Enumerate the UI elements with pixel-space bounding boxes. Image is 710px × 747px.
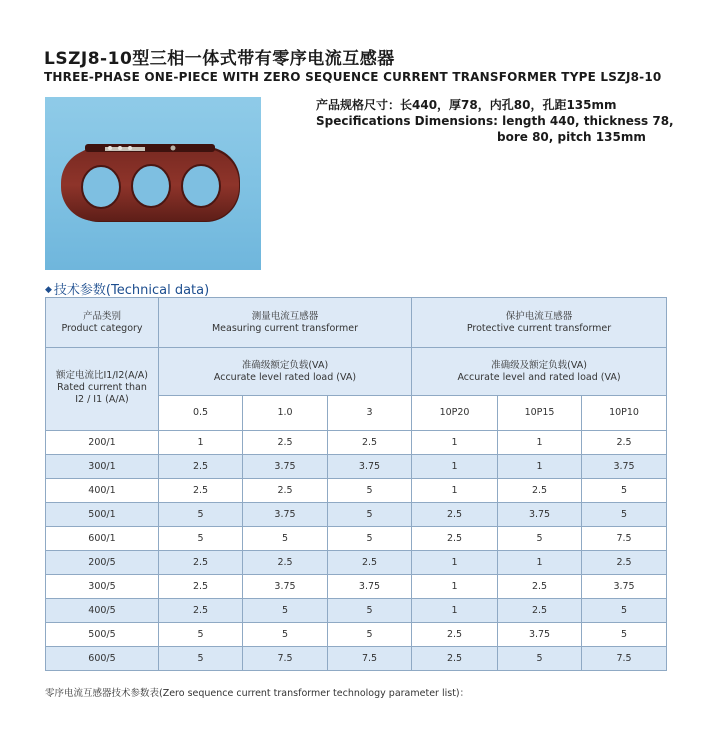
- value-cell: 5: [159, 647, 243, 671]
- protective-header: [412, 298, 667, 348]
- class-header: 10P20: [412, 396, 498, 431]
- value-cell: 1: [159, 431, 243, 455]
- value-cell: 3.75: [328, 455, 412, 479]
- value-cell: 1: [412, 599, 498, 623]
- measuring-header: [159, 298, 412, 348]
- value-cell: 5: [328, 599, 412, 623]
- value-cell: 5: [243, 527, 328, 551]
- table-row: [46, 431, 667, 455]
- value-cell: 5: [243, 599, 328, 623]
- rated-current-cn: 额定电流比I1/I2(A/A): [55, 370, 148, 381]
- page-title-cn: LSZJ8-10型三相一体式带有零序电流互感器: [44, 49, 395, 69]
- value-cell: 2.5: [243, 479, 328, 503]
- value-cell: 3.75: [328, 575, 412, 599]
- value-cell: 5: [582, 479, 667, 503]
- accuracy-load-en: Accurate level rated load (VA): [213, 371, 357, 383]
- ratio-cell: 200/5: [46, 551, 159, 575]
- value-cell: 2.5: [582, 431, 667, 455]
- table-row: [46, 575, 667, 599]
- value-cell: 3.75: [582, 455, 667, 479]
- measuring-en: Measuring current transformer: [211, 322, 359, 334]
- product-category-header: [46, 298, 159, 348]
- technical-data-heading: [45, 279, 209, 298]
- class-header: 10P15: [498, 396, 582, 431]
- protect-load-en: Accurate level and rated load (VA): [457, 371, 621, 383]
- spec-en-line1: Specifications Dimensions: length 440, thickness 78,: [316, 114, 674, 128]
- table-row: [46, 527, 667, 551]
- value-cell: 7.5: [328, 647, 412, 671]
- value-cell: 2.5: [328, 551, 412, 575]
- protective-cn: 保护电流互感器: [505, 310, 573, 322]
- value-cell: 2.5: [159, 599, 243, 623]
- value-cell: 5: [582, 623, 667, 647]
- value-cell: 2.5: [159, 575, 243, 599]
- value-cell: 7.5: [582, 527, 667, 551]
- value-cell: 3.75: [243, 503, 328, 527]
- value-cell: 2.5: [582, 551, 667, 575]
- value-cell: 2.5: [498, 599, 582, 623]
- ratio-cell: 300/5: [46, 575, 159, 599]
- value-cell: 1: [412, 455, 498, 479]
- table-caption: 零序电流互感器技术参数表(Zero sequence current transformer technology parameter list)：: [45, 688, 470, 699]
- class-header: 1.0: [243, 396, 328, 431]
- rated-current-en-2: I2 / I1 (A/A): [75, 394, 129, 405]
- class-header: 0.5: [159, 396, 243, 431]
- technical-data-label: 技术参数(Technical data): [53, 283, 210, 298]
- table-row: [46, 647, 667, 671]
- value-cell: 3.75: [582, 575, 667, 599]
- value-cell: 3.75: [243, 455, 328, 479]
- value-cell: 1: [498, 431, 582, 455]
- rated-current-header: [46, 348, 159, 431]
- transformer-image: [45, 97, 261, 270]
- table-row: [46, 455, 667, 479]
- value-cell: 5: [582, 503, 667, 527]
- value-cell: 2.5: [412, 623, 498, 647]
- value-cell: 3.75: [498, 623, 582, 647]
- value-cell: 5: [582, 599, 667, 623]
- value-cell: 2.5: [498, 575, 582, 599]
- class-header: 3: [328, 396, 412, 431]
- value-cell: 3.75: [243, 575, 328, 599]
- value-cell: 5: [328, 479, 412, 503]
- value-cell: 5: [498, 647, 582, 671]
- class-header: 10P10: [582, 396, 667, 431]
- ratio-cell: 400/1: [46, 479, 159, 503]
- value-cell: 1: [412, 479, 498, 503]
- header-row-category: [46, 298, 667, 348]
- header-row-load: [46, 348, 667, 396]
- value-cell: 2.5: [159, 551, 243, 575]
- ratio-cell: 500/5: [46, 623, 159, 647]
- ratio-cell: 400/5: [46, 599, 159, 623]
- value-cell: 1: [498, 455, 582, 479]
- value-cell: 2.5: [498, 479, 582, 503]
- value-cell: 2.5: [243, 431, 328, 455]
- spec-cn: 产品规格尺寸：长440，厚78，内孔80，孔距135mm: [316, 98, 617, 112]
- value-cell: 5: [328, 503, 412, 527]
- value-cell: 5: [159, 503, 243, 527]
- page-title-en: THREE-PHASE ONE-PIECE WITH ZERO SEQUENCE CURRENT TRANSFORMER TYPE LSZJ8-10: [44, 70, 662, 84]
- diamond-bullet-icon: ◆: [45, 285, 52, 295]
- value-cell: 5: [159, 623, 243, 647]
- spec-en-line2: bore 80, pitch 135mm: [497, 130, 646, 144]
- value-cell: 2.5: [412, 647, 498, 671]
- value-cell: 3.75: [498, 503, 582, 527]
- protective-en: Protective current transformer: [466, 322, 612, 334]
- value-cell: 2.5: [243, 551, 328, 575]
- protect-load-header: [412, 348, 667, 396]
- protect-load-cn: 准确级及额定负载(VA): [491, 359, 587, 371]
- value-cell: 5: [243, 623, 328, 647]
- rated-current-en-1: Rated current than: [57, 382, 147, 393]
- value-cell: 2.5: [412, 527, 498, 551]
- technical-data-table: [45, 297, 667, 671]
- accuracy-load-cn: 准确级额定负载(VA): [241, 359, 329, 371]
- accuracy-load-header: [159, 348, 412, 396]
- value-cell: 1: [412, 551, 498, 575]
- value-cell: 1: [412, 431, 498, 455]
- ratio-cell: 600/5: [46, 647, 159, 671]
- product-category-cn: 产品类别: [82, 310, 121, 322]
- measuring-cn: 测量电流互感器: [251, 310, 319, 322]
- product-photo: [45, 97, 261, 270]
- ratio-cell: 200/1: [46, 431, 159, 455]
- value-cell: 5: [159, 527, 243, 551]
- table-row: [46, 623, 667, 647]
- value-cell: 5: [328, 527, 412, 551]
- value-cell: 1: [498, 551, 582, 575]
- value-cell: 2.5: [159, 479, 243, 503]
- specifications: [316, 97, 674, 145]
- table-row: [46, 479, 667, 503]
- table-row: [46, 599, 667, 623]
- value-cell: 5: [328, 623, 412, 647]
- table-row: [46, 503, 667, 527]
- value-cell: 1: [412, 575, 498, 599]
- value-cell: 5: [498, 527, 582, 551]
- value-cell: 7.5: [582, 647, 667, 671]
- value-cell: 2.5: [412, 503, 498, 527]
- ratio-cell: 600/1: [46, 527, 159, 551]
- value-cell: 7.5: [243, 647, 328, 671]
- product-category-en: Product category: [61, 322, 143, 334]
- ratio-cell: 300/1: [46, 455, 159, 479]
- ratio-cell: 500/1: [46, 503, 159, 527]
- value-cell: 2.5: [159, 455, 243, 479]
- table-row: [46, 551, 667, 575]
- value-cell: 2.5: [328, 431, 412, 455]
